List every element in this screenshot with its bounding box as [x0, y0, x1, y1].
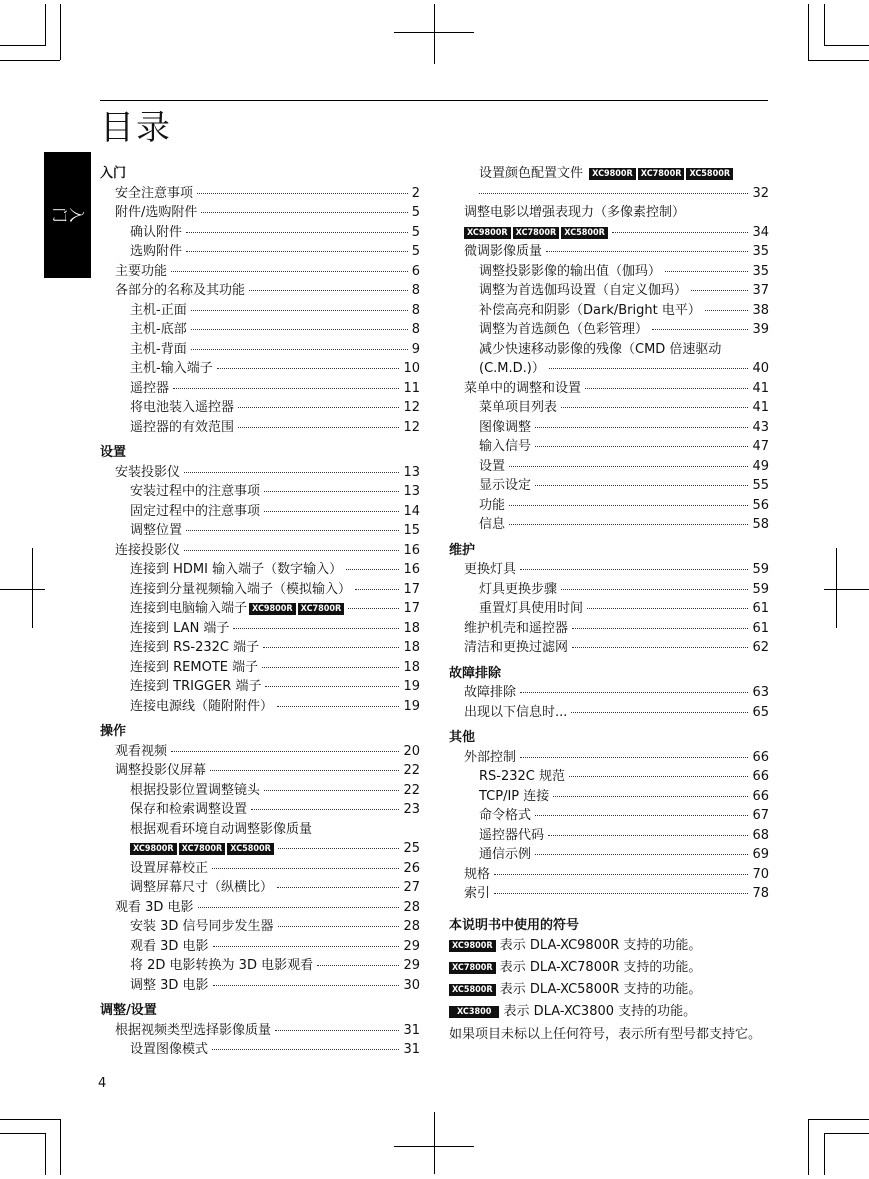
toc-entry[interactable]: RS-232C 规范 66 [479, 769, 769, 784]
toc-entry[interactable]: 主机-底部 8 [130, 322, 420, 337]
toc-entry[interactable]: 连接到 RS-232C 端子 18 [130, 640, 420, 655]
section-heading: 维护 [449, 542, 476, 558]
model-badge: XC7800R [638, 168, 685, 180]
model-badge: XC5800R [227, 843, 274, 855]
toc-entry[interactable]: 维护机壳和遥控器 61 [464, 620, 769, 636]
toc-entry[interactable]: 调整 3D 电影 30 [130, 977, 420, 993]
toc-entry[interactable]: 附件/选购附件 5 [115, 205, 420, 220]
toc-entry[interactable]: 命令格式 67 [479, 808, 769, 823]
toc-entry-label[interactable]: 减少快速移动影像的残像（CMD 倍速驱动 [479, 341, 722, 357]
toc-entry[interactable]: 观看 3D 电影 29 [130, 938, 420, 954]
toc-left-column [100, 164, 420, 1060]
toc-entry[interactable]: 设置图像模式 31 [130, 1042, 420, 1057]
model-badge: XC9800R [589, 168, 636, 180]
toc-entry[interactable]: 连接到 LAN 端子 18 [130, 620, 420, 636]
toc-entry[interactable]: 菜单中的调整和设置 41 [464, 380, 769, 396]
toc-entry[interactable]: 根据投影位置调整镜头 22 [130, 782, 420, 798]
toc-entry[interactable]: TCP/IP 连接 66 [479, 788, 769, 804]
toc-entry-label[interactable]: 设置颜色配置文件 XC9800R XC7800R XC5800R [449, 164, 769, 184]
toc-entry[interactable]: 确认附件 5 [130, 224, 420, 240]
toc-entry[interactable]: 连接到电脑输入端子 XC9800R XC7800R 17 [130, 601, 420, 616]
toc-entry[interactable]: 安装 3D 信号同步发生器 28 [130, 919, 420, 934]
toc-entry[interactable]: 主机-正面 8 [130, 302, 420, 318]
section-heading: 设置 [100, 445, 127, 460]
toc-entry[interactable]: 调整为首选颜色（色彩管理） 39 [479, 322, 769, 337]
toc-entry[interactable]: 设置屏幕校正 26 [130, 860, 420, 876]
toc-entry[interactable]: 输入信号 47 [479, 439, 769, 454]
model-badge: XC5800R [561, 227, 608, 239]
section-heading: 操作 [100, 724, 127, 739]
toc-entry[interactable]: 安装投影仪 13 [115, 464, 420, 480]
toc-entry[interactable]: 调整位置 15 [130, 523, 420, 538]
toc-entry[interactable]: 固定过程中的注意事项 14 [130, 503, 420, 519]
toc-entry[interactable]: 连接电源线（随附附件） 19 [130, 698, 420, 714]
legend-heading: 本说明书中使用的符号 [449, 917, 580, 933]
toc-entry[interactable]: 主机-输入端子 10 [130, 361, 420, 376]
toc-entry[interactable]: XC9800R XC7800R XC5800R 25 [100, 839, 420, 859]
toc-entry[interactable]: 出现以下信息时... 65 [464, 704, 769, 720]
page-number: 4 [98, 1076, 107, 1091]
legend-row: XC5800R 表示 DLA-XC5800R 支持的功能。 [449, 979, 769, 1001]
toc-entry[interactable]: 重置灯具使用时间 61 [479, 601, 769, 616]
toc-entry[interactable]: 主要功能 6 [115, 263, 420, 279]
toc-entry[interactable]: 设置 49 [479, 458, 769, 474]
toc-entry-label[interactable]: 根据观看环境自动调整影像质量 [130, 821, 313, 837]
legend-note: 如果项目未标以上任何符号，表示所有型号都支持它。 [449, 1027, 762, 1042]
toc-entry[interactable]: 观看 3D 电影 28 [115, 899, 420, 915]
toc-entry[interactable]: 故障排除 63 [464, 685, 769, 700]
section-heading: 入门 [100, 166, 127, 181]
toc-right-column [449, 164, 769, 1044]
toc-entry[interactable]: 补偿高亮和阴影（Dark/Bright 电平） 38 [479, 302, 769, 318]
toc-entry[interactable]: 微调影像质量 35 [464, 244, 769, 259]
legend-row: XC9800R 表示 DLA-XC9800R 支持的功能。 [449, 935, 769, 957]
toc-entry[interactable]: 规格 70 [464, 866, 769, 882]
model-badge: XC9800R [130, 843, 177, 855]
toc-entry[interactable]: 观看视频 20 [115, 743, 420, 759]
toc-entry[interactable]: 保存和检索调整设置 23 [130, 802, 420, 817]
toc-entry[interactable]: 调整投影影像的输出值（伽玛） 35 [479, 263, 769, 279]
model-badge: XC9800R [249, 603, 296, 615]
model-badge: XC7800R [298, 603, 345, 615]
model-badge: XC7800R [449, 962, 496, 974]
model-badge: XC9800R [464, 227, 511, 239]
toc-entry[interactable]: 连接到 HDMI 输入端子（数字输入） 16 [130, 562, 420, 577]
model-badge: XC7800R [513, 227, 560, 239]
toc-entry[interactable]: 根据视频类型选择影像质量 31 [115, 1022, 420, 1038]
section-heading: 其他 [449, 730, 476, 745]
toc-entry[interactable]: 各部分的名称及其功能 8 [115, 283, 420, 298]
toc-entry[interactable]: 通信示例 69 [479, 847, 769, 862]
toc-entry[interactable]: 连接到 REMOTE 端子 18 [130, 659, 420, 675]
toc-entry[interactable]: 菜单项目列表 41 [479, 400, 769, 415]
toc-entry-label[interactable]: 调整电影以增强表现力（多像素控制） [464, 205, 686, 220]
toc-entry[interactable]: (C.M.D.)） 40 [479, 361, 769, 376]
toc-entry[interactable]: 遥控器代码 68 [479, 827, 769, 843]
toc-entry[interactable]: 遥控器 11 [130, 380, 420, 396]
side-tab-label: 入门 [50, 205, 85, 224]
toc-entry[interactable]: 更换灯具 59 [464, 562, 769, 577]
toc-entry[interactable]: 连接投影仪 16 [115, 542, 420, 558]
toc-entry[interactable]: 安全注意事项 2 [115, 185, 420, 201]
toc-entry[interactable]: 选购附件 5 [130, 244, 420, 259]
toc-entry[interactable]: 索引 78 [464, 886, 769, 901]
toc-entry[interactable]: 调整投影仪屏幕 22 [115, 763, 420, 778]
page-title: 目录 [100, 108, 172, 148]
toc-entry[interactable]: XC9800R XC7800R XC5800R 34 [449, 223, 769, 243]
toc-entry[interactable]: 清洁和更换过滤网 62 [464, 640, 769, 655]
toc-entry[interactable]: 将电池装入遥控器 12 [130, 400, 420, 415]
toc-entry[interactable]: 连接到分量视频输入端子（模拟输入） 17 [130, 581, 420, 597]
toc-entry[interactable]: 调整为首选伽玛设置（自定义伽玛） 37 [479, 283, 769, 298]
title-rule [100, 100, 768, 101]
toc-entry[interactable]: 图像调整 43 [479, 419, 769, 435]
legend-row: XC7800R 表示 DLA-XC7800R 支持的功能。 [449, 957, 769, 979]
toc-entry[interactable]: 32 [449, 184, 769, 204]
toc-entry[interactable]: 外部控制 66 [464, 749, 769, 765]
model-badge: XC3800 [449, 1006, 499, 1018]
toc-entry[interactable]: 安装过程中的注意事项 13 [130, 484, 420, 499]
toc-entry[interactable]: 遥控器的有效范围 12 [130, 419, 420, 435]
model-badge: XC7800R [179, 843, 226, 855]
section-heading: 调整/设置 [100, 1003, 157, 1018]
model-badge: XC9800R [449, 940, 496, 952]
section-heading: 故障排除 [449, 665, 502, 681]
toc-entry[interactable]: 显示设定 55 [479, 478, 769, 493]
toc-entry[interactable]: 将 2D 电影转换为 3D 电影观看 29 [130, 958, 420, 973]
toc-entry[interactable]: 信息 58 [479, 517, 769, 532]
toc-entry[interactable]: 功能 56 [479, 497, 769, 513]
toc-entry[interactable]: 灯具更换步骤 59 [479, 581, 769, 597]
side-tab[interactable] [44, 152, 91, 278]
toc-entry[interactable]: 主机-背面 9 [130, 341, 420, 357]
legend-row: XC3800 表示 DLA-XC3800 支持的功能。 [449, 1001, 769, 1023]
toc-entry[interactable]: 调整屏幕尺寸（纵横比） 27 [130, 880, 420, 895]
model-badge: XC5800R [686, 168, 733, 180]
toc-entry[interactable]: 连接到 TRIGGER 端子 19 [130, 679, 420, 694]
model-badge: XC5800R [449, 984, 496, 996]
